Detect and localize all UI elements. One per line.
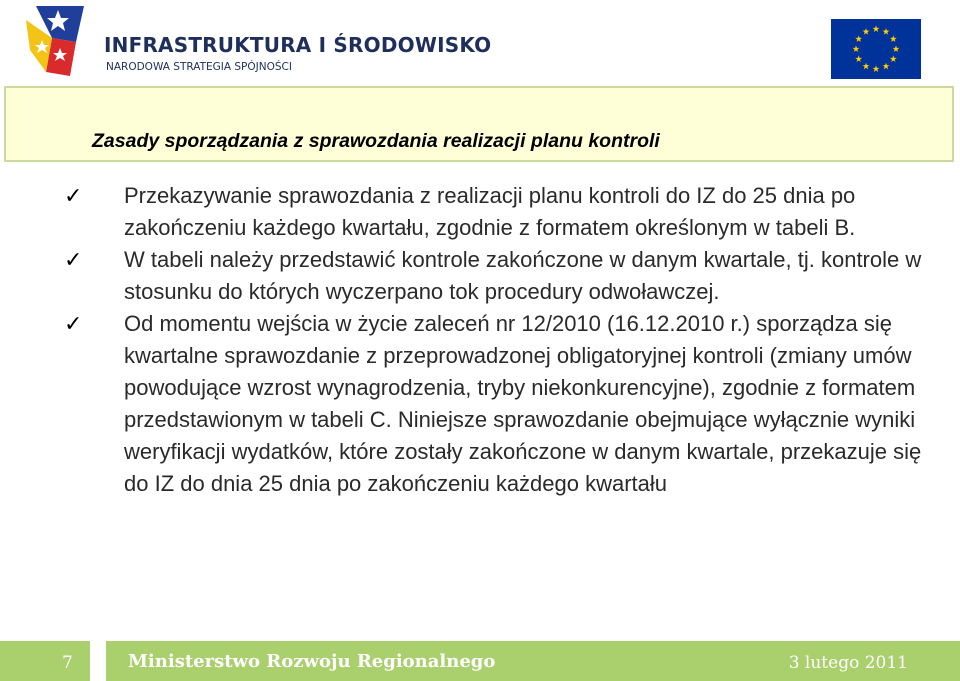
footer-divider [90, 641, 106, 681]
slide-title: Zasady sporządzania z sprawozdania realizacji planu kontroli [92, 130, 660, 152]
nss-stars-logo-icon [22, 2, 92, 82]
slide-title-box [4, 86, 954, 162]
bullet-item [0, 180, 960, 244]
bullet-text: Od momentu wejścia w życie zaleceń nr 12/2010 (16.12.2010 r.) sporządza się kwartalne sprawozdanie z przeprowadzonej obligatoryjnej kontroli (zmiany umów powodujące wzrost wynagrodzenia, tryby niekonkurencyjne), zgodnie z formatem przedstawionym w tabeli C. Niniejsze sprawozdanie obejmujące wyłącznie wyniki weryfikacji wydatków, które zostały zakończone w danym kwartale, przekazuje się do IZ do dnia 25 dnia po zakończeniu każdego kwartału [124, 311, 922, 496]
slide-header [0, 0, 960, 84]
slide-footer [0, 641, 960, 681]
checkmark-icon: ✓ [64, 184, 83, 209]
bullet-list [0, 180, 960, 500]
page-number: 7 [62, 653, 73, 673]
ministry-name: Ministerstwo Rozwoju Regionalnego [128, 651, 496, 672]
bullet-text: Przekazywanie sprawozdania z realizacji planu kontroli do IZ do 25 dnia po zakończeniu każdego kwartału, zgodnie z formatem określonym w tabeli B. [124, 183, 856, 240]
slide-date: 3 lutego 2011 [788, 653, 908, 673]
checkmark-icon: ✓ [64, 312, 83, 337]
bullet-item [0, 244, 960, 308]
brand-subtitle: NARODOWA STRATEGIA SPÓJNOŚCI [106, 61, 292, 73]
bullet-text: W tabeli należy przedstawić kontrole zakończone w danym kwartale, tj. kontrole w stosunku do których wyczerpano tok procedury odwoławczej. [124, 247, 922, 304]
brand-title: INFRASTRUKTURA I ŚRODOWISKO [104, 33, 492, 57]
bullet-item [0, 308, 960, 500]
checkmark-icon: ✓ [64, 248, 83, 273]
eu-flag-icon [831, 19, 921, 79]
